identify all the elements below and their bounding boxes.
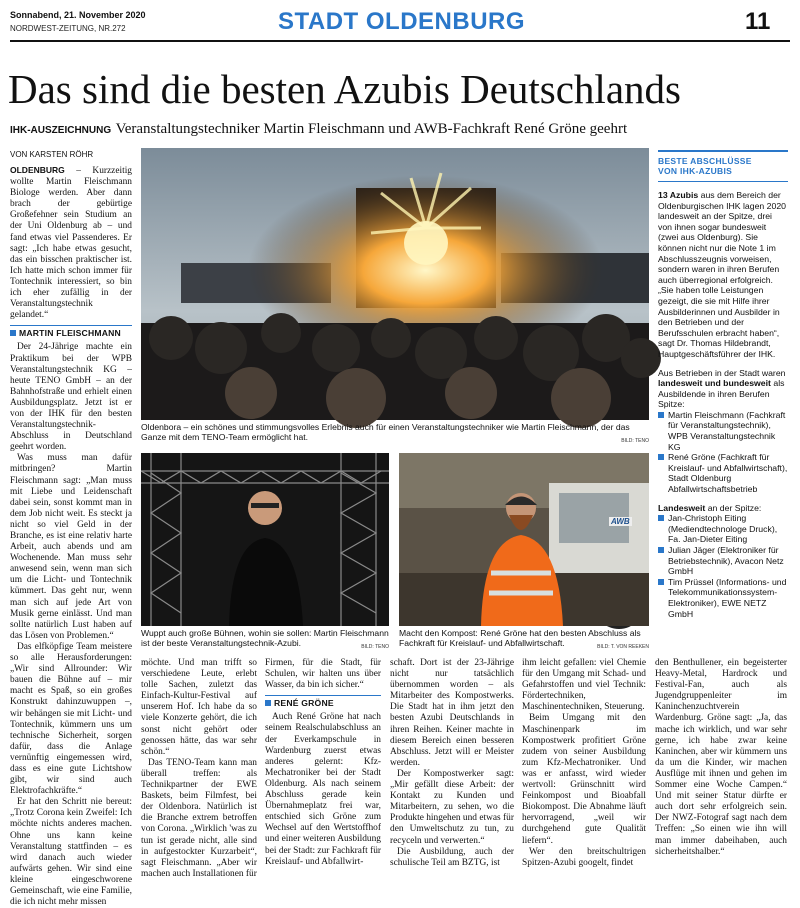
subheading-label: MARTIN FLEISCHMANN <box>19 328 121 339</box>
intro-bold: 13 Azubis <box>658 190 699 200</box>
photo-credit: BILD: TENO <box>621 437 649 444</box>
list-item: Julian Jäger (Elektroniker für Betriebstechnik), Avacon Netz GmbH <box>658 545 788 577</box>
sidebar-title: BESTE ABSCHLÜSSE <box>658 156 752 166</box>
concert-photo <box>141 148 649 420</box>
paragraph: Das TENO-Team kann man überall treffen: als Technikpartner der EWE Baskets, beim Filmfest, bei der Oldenbora. Natürlich ist die Branche extrem betroffen von Corona. „Wirklich 'was zu tun ist gerade nicht, alle sind in aufgestockter Kurzarbeit“, sagt Fleischmann. „Aber wir machen auch Installationen für <box>141 757 257 879</box>
dateline: OLDENBURG <box>10 165 65 175</box>
martin-photo <box>141 453 389 626</box>
page-number: 11 <box>745 8 771 35</box>
intro-text: aus dem Bereich der Oldenburgischen IHK lagen 2020 landesweit an der Spitze, drei von ihnen sogar bundesweit (zwei aus Oldenburg). Sie können nicht nur die Note 1 im Abschlusszeugnis vorweisen, sondern waren in ihren Berufen auch überregional erfolgreich. „Sie haben tolle Leistungen gezeigt, die sie mit Hilfe ihrer Ausbilderinnen und Ausbilder in den Betrieben und der Berufsschulen erbracht haben“, sagt Dr. Thomas Hildebrandt, Hauptgeschäftsführer der IHK. <box>658 190 786 359</box>
paragraph: Der Kompostwerker sagt: „Mir gefällt diese Arbeit: der Kontakt zu Kunden und Mitarbeitern, zu sehen, wo die Produkte hingehen und etwas für den Umweltschutz zu tun, zu recyceln und verwerten.“ <box>390 768 514 846</box>
paragraph: Beim Umgang mit den Maschinenpark im Kompostwerk profitiert Gröne zudem von seiner Ausbildung zum Kfz-Mechatroniker. Und was er anfasst, wird wieder wertvoll: Grünschnitt wird Feinkompost und Bioabfall Biokompost. Die Abnahme läuft hervorragend, „weil wir durchgehend gute Qualität liefern“. <box>522 713 646 846</box>
masthead-rule <box>10 40 790 42</box>
paragraph: Das elfköpfige Team meistere so alle Herausforderungen: „Wir sind Allrounder: Wir bauen die Bühne auf – mir macht es Spaß, so ein großes Konstrukt dahinzuwuppen –, wir behängen sie mit Licht- und Tontechnik, kümmern uns um technische Sicherheit, sorgen dafür, dass die Anlage vernünftig eingemessen wird, dass es eine gute Lichtshow gibt, wir sind auch Elektrofachkräfte.“ <box>10 641 132 797</box>
caption-text: Wuppt auch große Bühnen, wohin sie sollen: Martin Fleischmann ist der beste Veranstaltungstechnik-Azubi. <box>141 628 389 649</box>
paragraph: Die Ausbildung, auch der schulische Teil am BZTG, ist <box>390 846 514 868</box>
photo-credit: BILD: TENO <box>361 643 389 650</box>
paragraph: Firmen, für die Stadt, für Schulen, wir halten uns über Wasser, da bin ich sicher.“ <box>265 658 381 691</box>
caption-text: Macht den Kompost: René Gröne hat den besten Abschluss als Fachkraft für Kreislauf- und Abfallwirtschaft. <box>399 628 641 649</box>
photo-credit: BILD: T. VON REEKEN <box>597 643 649 650</box>
paragraph: Auch René Gröne hat nach seinem Realschulabschluss an der Everkampschule in Wardenburg zuerst etwas anderes gelernt: Kfz-Mechatroniker bei der Stadt Oldenburg. Als nach seinem Abschluss gerade kein Übernahmeplatz frei war, entschied sich Gröne zum Wechsel auf den Wertstoffhof und einer weiteren Ausbildung bei der Stadt: zur Fachkraft für Kreislauf- und Abfallwirt- <box>265 712 381 867</box>
intro-text: – Kurzzeitig wollte Martin Fleischmann Biologe werden. Aber dann brach der gebürtige Großefehner sein Studium an der Uni Oldenburg ab – und fand etwas viel Passenderes. Er sagt: „Ich habe etwas gesucht, das ein bisschen praktischer ist. Ich hatte mich schon immer für Tontechnik interessiert, so bin ich eher zufällig in der Veranstaltungstechnik gelandet.“ <box>10 166 132 321</box>
paragraph: schaft. Dort ist der 23-Jährige nicht nur tatsächlich übernommen worden – als Mitarbeiter des Kompostwerks. Die Stadt hat in ihm jetzt den besten Azubi Deutschlands in ihren Reihen. Keiner machte in diesem Bereich einen besseren Abschluss. Jetzt will er Meister werden. <box>390 658 514 768</box>
column-4 <box>390 658 514 868</box>
issue-date: Sonnabend, 21. November 2020 <box>10 10 146 20</box>
column-2 <box>141 658 257 879</box>
section-title: STADT OLDENBURG <box>278 8 526 35</box>
subhead <box>10 120 627 138</box>
list-item: Jan-Christoph Eiting (Mediendtechnologe Druck), Fa. Jan-Dieter Eiting <box>658 513 788 545</box>
column-3 <box>265 658 381 867</box>
stage-truss-illustration <box>141 453 389 626</box>
paragraph: ihm leicht gefallen: viel Chemie für den Umgang mit Schad- und Gefahrstoffen und viel Technik: Fördertechniken, Maschinentechniken, Steuerung. <box>522 658 646 713</box>
city-list <box>658 410 788 495</box>
subheading-rene <box>265 695 381 709</box>
caption-text: Oldenbora – ein schönes und stimmungsvolles Erlebnis auch für einen Veranstaltungstechniker wie Martin Fleischmann, der das Ganze mit dem TENO-Team ermöglicht hat. <box>141 422 630 443</box>
lead-column <box>10 165 132 908</box>
city-bold: landesweit und bundesweit <box>658 378 771 389</box>
sidebar-box <box>658 150 788 650</box>
sidebar-title-2: VON IHK-AZUBIS <box>658 166 733 176</box>
list-item: René Gröne (Fachkraft für Kreislauf- und Abfallwirtschaft), Stadt Oldenburg Abfallwirtschaftsbetrieb <box>658 452 788 494</box>
paragraph: Wer den breitschultrigen Spitzen-Azubi googelt, findet <box>522 846 646 868</box>
rene-caption <box>399 628 649 652</box>
sidebar-city <box>658 368 788 410</box>
city-post: als Ausbildende in ihren Berufen Spitze: <box>658 378 785 410</box>
paragraph: möchte. Und man trifft so verschiedene Leute, erlebt tolle Sachen, zuletzt das Einfach-Kultur-Festival auf unserem Hof. Ich habe da so viele Konzerte gehört, die ich sonst nicht gehört oder genossen hätte, das war sehr schön.“ <box>141 658 257 757</box>
city-pre: Aus Betrieben in der Stadt waren <box>658 367 786 378</box>
paper-issue: NORDWEST-ZEITUNG, NR.272 <box>10 24 126 33</box>
paragraph: den Benthullener, ein begeisterter Heavy-Metal, Hardrock und Festival-Fan, auch als Jugendgruppenleiter im Kaninchenzuchtverein Wardenburg. Gröne sagt: „Ja, das mache ich wirklich, und war sehr gerne, ich habe zwar keine Kaninchen, aber wir kümmern uns da um die Kinder, wir machen Ausflüge mit ihnen und gehen im Sommer eine Woche Campen.“ Und mit seiner Statur dürfte er auch dort sehr erfolgreich sein. Der NWZ-Fotograf sagt nach dem Treffen: „So einen wie ihn will man immer dabeihaben, auch sicherheitshalber.“ <box>655 658 787 857</box>
concert-illustration <box>141 148 649 420</box>
land-list <box>658 513 788 619</box>
paragraph: Er hat den Schritt nie bereut: „Trotz Corona kein Zweifel: Ich möchte nichts anderes machen. Ohne uns kann keine Veranstaltung stattfinden – es wird danach auch wieder aufwärts gehen. Wir sind eine kleine eingeschworene Gemeinschaft, wie eine Familie, die ich nicht mehr missen <box>10 797 132 908</box>
paragraph: Was muss man dafür mitbringen? Martin Fleischmann sagt: „Man muss mit Liebe und Leidenschaft dabei sein, sonst kommt man in dem Job nicht weit. Es steckt ja nicht so viel Geld in der Branche, es ist eine relativ harte Arbeit, auch abends und am Wochenende. Man muss sehr anwesend sein, wenn man sich um die Licht- und Tontechnik kümmert. Das geht nur, wenn man sich auf jede Art von Musik gerne einlässt. Und man sollte natürlich Lust haben auf das Lösen von Problemen.“ <box>10 453 132 641</box>
land-post: an der Spitze: <box>705 502 762 513</box>
paragraph: Der 24-Jährige machte ein Praktikum bei der WPB Veranstaltungstechnik KG – heute TENO GmbH – an der Bahnhofstraße und erhielt einen Ausbildungsplatz. Jetzt ist er von der IHK für den besten Veranstaltungstechnik-Abschluss in Deutschland geehrt worden. <box>10 342 132 453</box>
rene-photo <box>399 453 649 626</box>
land-bold: Landesweit <box>658 502 706 513</box>
list-item: Tim Prüssel (Informations- und Telekommunikationssystem-Elektroniker), EWE NETZ GmbH <box>658 577 788 619</box>
compost-illustration <box>399 453 649 626</box>
byline: VON KARSTEN RÖHR <box>10 150 94 159</box>
subheading-martin <box>10 325 132 339</box>
list-item: Martin Fleischmann (Fachkraft für Veranstaltungstechnik), WPB Veranstaltungstechnik KG <box>658 410 788 452</box>
awb-logo: AWB <box>611 517 630 526</box>
martin-caption <box>141 628 389 652</box>
subhead-text: Veranstaltungstechniker Martin Fleischmann und AWB-Fachkraft René Gröne geehrt <box>115 121 628 137</box>
column-5 <box>522 658 646 868</box>
sidebar-land <box>658 503 788 514</box>
headline: Das sind die besten Azubis Deutschlands <box>8 66 681 112</box>
column-6 <box>655 658 787 856</box>
sidebar-intro <box>658 190 788 360</box>
kicker: IHK-AUSZEICHNUNG <box>10 125 112 136</box>
concert-caption <box>141 422 649 446</box>
subheading-label: RENÉ GRÖNE <box>274 698 334 709</box>
sidebar-header <box>658 150 788 176</box>
